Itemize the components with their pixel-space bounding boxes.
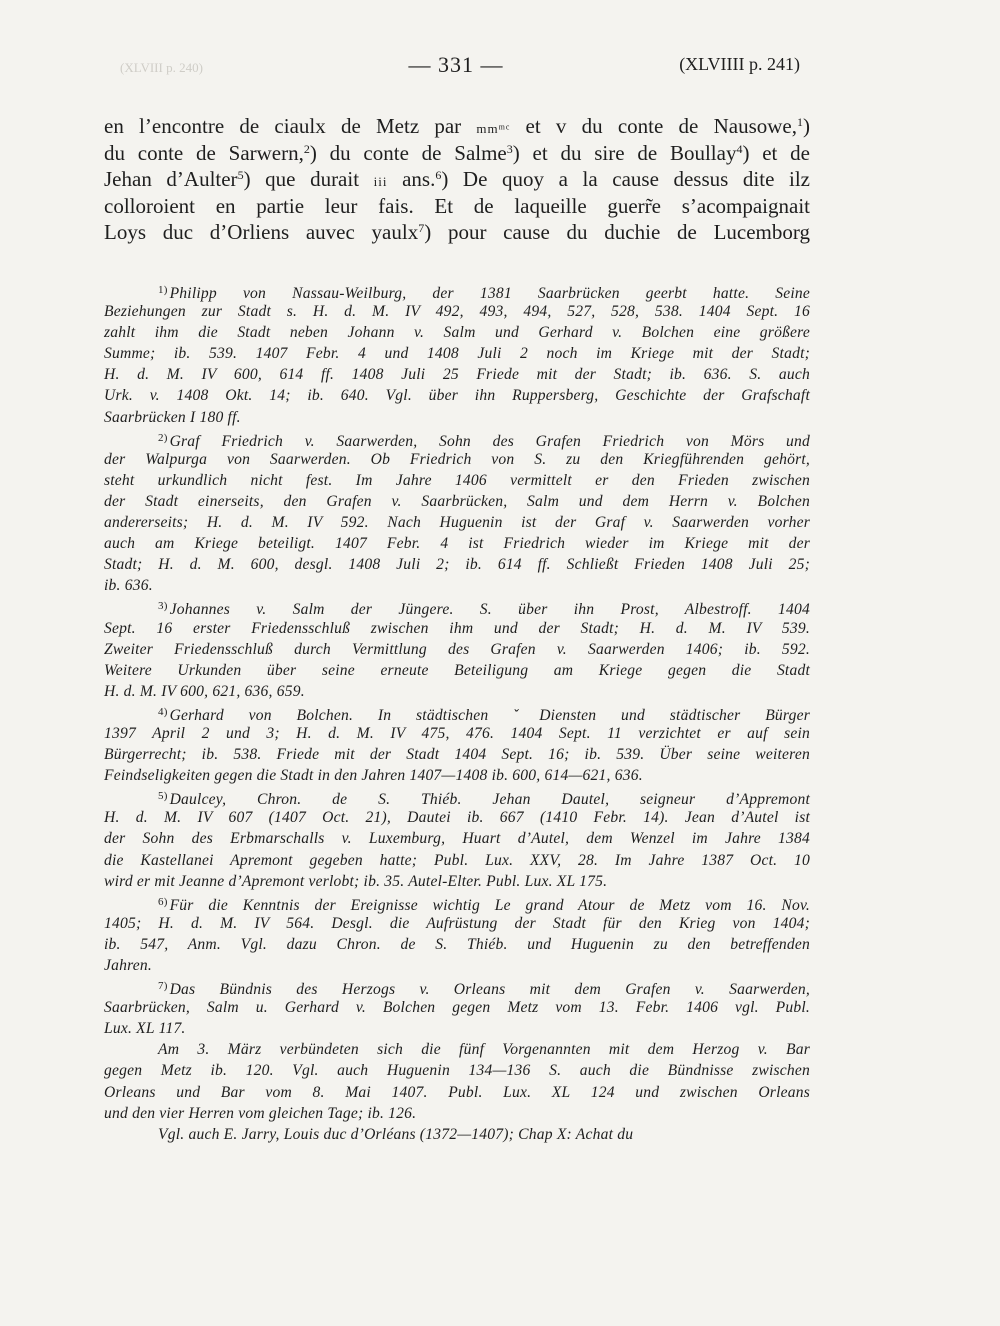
footnote-line	[104, 828, 810, 849]
footnote-text: Am 3. März verbündeten sich die fünf Vorgenannten mit dem Herzog v. Bar	[158, 1041, 810, 1059]
footnote-line	[104, 1082, 810, 1103]
footnote-line	[104, 364, 810, 385]
footnote-text: gegen Metz ib. 120. Vgl. auch Huguenin 134—136 S. auch die Bündnisse zwischen	[104, 1062, 810, 1080]
footnote-line	[104, 1039, 810, 1060]
footnote-text: wird er mit Jeanne d’Apremont verlobt; ib. 35. Autel-Elter. Publ. Lux. XL 175.	[104, 872, 608, 890]
footnote-text: Für die Kenntnis der Ereignisse wichtig Le grand Atour de Metz vom 16. Nov.	[169, 896, 810, 914]
footnote-text: Saarbrücken, Salm u. Gerhard v. Bolchen gegen Metz vom 13. Febr. 1406 vgl. Publ.	[104, 999, 810, 1017]
footnote-text: Bürgerrecht; ib. 538. Friede mit der Stadt 1404 Sept. 16; ib. 539. Über seine weiteren	[104, 746, 810, 764]
footnote-text: Summe; ib. 539. 1407 Febr. 4 und 1408 Juli 2 noch im Kriege mit der Stadt;	[104, 345, 810, 363]
footnote-line	[104, 343, 810, 364]
footnote-text: ib. 636.	[104, 577, 153, 595]
footnote-text: Lux. XL 117.	[104, 1020, 186, 1038]
footnote-text: ib. 547, Anm. Vgl. dazu Chron. de S. Thiéb. und Huguenin zu den betreffenden	[104, 935, 810, 953]
footnote-line	[104, 596, 810, 617]
footnote-line	[104, 955, 810, 976]
footnote-line	[104, 786, 810, 807]
footnote-text: Philipp von Nassau-Weilburg, der 1381 Saarbrücken geerbt hatte. Seine	[169, 285, 810, 302]
main-text-line: Loys duc d’Orliens auvec yaulx$^7$) pour cause du duchie de Lucemborg	[104, 220, 810, 244]
footnote-line	[104, 301, 810, 322]
footnote-text: Jahren.	[104, 957, 153, 974]
footnote-line	[104, 660, 810, 681]
footnote-text: Beziehungen zur Stadt s. H. d. M. IV 492, 493, 494, 527, 528, 538. 1404 Sept. 16	[104, 303, 810, 321]
footnote-text: der Walpurga von Saarwerden. Ob Friedrich von S. zu den Kriegführenden gehört,	[104, 450, 810, 468]
footnote-text: Daulcey, Chron. de S. Thiéb. Jehan Dautel, seigneur d’Appremont	[169, 791, 810, 809]
footnote-number: 1)	[158, 284, 168, 296]
footnote-text: Saarbrücken I 180 ff.	[104, 408, 241, 426]
bleed-through-text: (XLVIII p. 240)	[120, 60, 203, 75]
footnote-text: Vgl. auch E. Jarry, Louis duc d’Orléans (1372—1407); Chap X: Achat du	[158, 1125, 634, 1143]
footnote-number: 2)	[158, 431, 168, 444]
footnote-text: der Sohn des Erbmarschalls v. Luxemburg, Huart d’Autel, dem Wenzel im Jahre 1384	[104, 830, 810, 848]
footnote-text: Stadt; H. d. M. 600, desgl. 1408 Juli 2; ib. 614 ff. Schließt Frieden 1408 Juli 25;	[104, 556, 810, 574]
footnote-line	[104, 554, 810, 575]
footnote-line	[104, 449, 810, 470]
footnote-text: H. d. M. IV 607 (1407 Oct. 21), Dautei ib. 667 (1410 Febr. 14). Jean d’Autel ist	[104, 809, 810, 827]
footnote-text: Feindseligkeiten gegen die Stadt in den Jahren 1407—1408 ib. 600, 614—621, 636.	[104, 767, 643, 785]
footnote-line	[104, 639, 810, 660]
footnote-line	[104, 850, 810, 871]
footnote-number: 4)	[158, 705, 168, 718]
footnote-text: auch am Kriege beteiligt. 1407 Febr. 4 ist Friedrich wieder im Kriege mit der	[104, 535, 810, 553]
footnote-text: und den vier Herren vom gleichen Tage; ib. 126.	[104, 1104, 417, 1122]
footnote-line	[104, 618, 810, 639]
footnotes	[104, 280, 810, 1145]
footnote-text: zahlt ihm die Stadt neben Johann v. Salm und Gerhard v. Bolchen eine größere	[104, 324, 810, 342]
footnote-line	[104, 934, 810, 955]
main-text	[104, 113, 810, 246]
footnote-text: Orleans und Bar vom 8. Mai 1407. Publ. Lux. XL 124 und zwischen Orleans	[104, 1083, 810, 1101]
footnote-number: 5)	[158, 790, 168, 803]
footnote-line	[104, 491, 810, 512]
footnote-line	[104, 470, 810, 491]
footnote-text: Sept. 16 erster Friedensschluß zwischen ihm und der Stadt; H. d. M. IV 539.	[104, 619, 810, 637]
footnote-text: H. d. M. IV 600, 621, 636, 659.	[104, 682, 305, 700]
main-text-line: en l’encontre de ciaulx de Metz par mmᵐᶜ et v du conte de Nausowe,$^1$)	[104, 114, 810, 138]
footnote-line	[104, 428, 810, 449]
footnote-text: der Stadt einerseits, den Grafen v. Saarbrücken, Salm und dem Herrn v. Bolchen	[104, 492, 810, 510]
footnote-text: Das Bündnis des Herzogs v. Orleans mit dem Grafen v. Saarwerden,	[169, 981, 810, 999]
footnote-line	[104, 1018, 810, 1039]
footnote-text: 1397 April 2 und 3; H. d. M. IV 475, 476. 1404 Sept. 11 verzichtet er auf sein	[104, 724, 810, 742]
footnote-line	[104, 744, 810, 765]
footnote-line	[104, 407, 810, 428]
footnote-line	[104, 1060, 810, 1081]
footnote-line	[104, 512, 810, 533]
footnote-line	[104, 702, 810, 723]
footnote-text: Weitere Urkunden über seine erneute Beteiligung am Kriege gegen die Stadt	[104, 661, 810, 679]
footnote-line	[104, 280, 810, 301]
footnote-line	[104, 871, 810, 892]
footnote-text: Zweiter Friedensschluß durch Vermittlung des Grafen v. Saarwerden 1406; ib. 592.	[104, 640, 810, 658]
footnote-line	[104, 1103, 810, 1124]
footnote-line	[104, 807, 810, 828]
footnote-line	[104, 765, 810, 786]
page-number: — 331 —	[408, 52, 504, 77]
main-text-line: colloroient en partie leur fais. Et de laqueille guerr̃e s’acompaignait	[104, 193, 810, 218]
footnote-number: 3)	[158, 600, 168, 613]
footnote-line	[104, 723, 810, 744]
page-reference: (XLVIIII p. 241)	[679, 54, 800, 74]
footnote-number: 7)	[158, 980, 168, 993]
footnote-line	[104, 533, 810, 554]
footnote-text: Graf Friedrich v. Saarwerden, Sohn des Grafen Friedrich von Mörs und	[169, 432, 810, 450]
footnote-number: 6)	[158, 895, 168, 908]
footnote-text: steht urkundlich nicht fest. Im Jahre 1406 vermittelt er den Frieden zwischen	[104, 471, 810, 489]
footnote-text: Gerhard von Bolchen. In städtischen ˇDiensten und städtischer Bürger	[169, 706, 810, 724]
main-text-line: Jehan d’Aulter$^5$) que durait iii ans.$^6$) De quoy a la cause dessus dite ilz	[104, 167, 810, 191]
footnote-line	[104, 322, 810, 343]
footnote-text: andererseits; H. d. M. IV 592. Nach Huguenin ist der Graf v. Saarwerden vorher	[104, 514, 810, 532]
footnote-line	[104, 1124, 810, 1145]
footnote-line	[104, 892, 810, 913]
footnote-line	[104, 976, 810, 997]
main-text-line: du conte de Sarwern,$^2$) du conte de Salme$^3$) et du sire de Boullay$^4$) et de	[104, 140, 810, 165]
footnote-text: die Kastellanei Apremont gegeben hatte; Publ. Lux. XXV, 28. Im Jahre 1387 Oct. 10	[104, 851, 810, 869]
footnote-text: H. d. M. IV 600, 614 ff. 1408 Juli 25 Friede mit der Stadt; ib. 636. S. auch	[104, 366, 810, 384]
footnote-line	[104, 681, 810, 702]
footnote-line	[104, 997, 810, 1018]
page-header	[0, 52, 1000, 80]
footnote-line	[104, 385, 810, 406]
footnote-text: Johannes v. Salm der Jüngere. S. über ihn Prost, Albestroff. 1404	[169, 601, 810, 619]
footnote-text: Urk. v. 1408 Okt. 14; ib. 640. Vgl. über ihn Ruppersberg, Geschichte der Grafschaft	[104, 387, 810, 405]
footnote-line	[104, 913, 810, 934]
footnote-text: 1405; H. d. M. IV 564. Desgl. die Aufrüstung der Stadt für den Krieg von 1404;	[104, 914, 810, 932]
footnote-line	[104, 575, 810, 596]
